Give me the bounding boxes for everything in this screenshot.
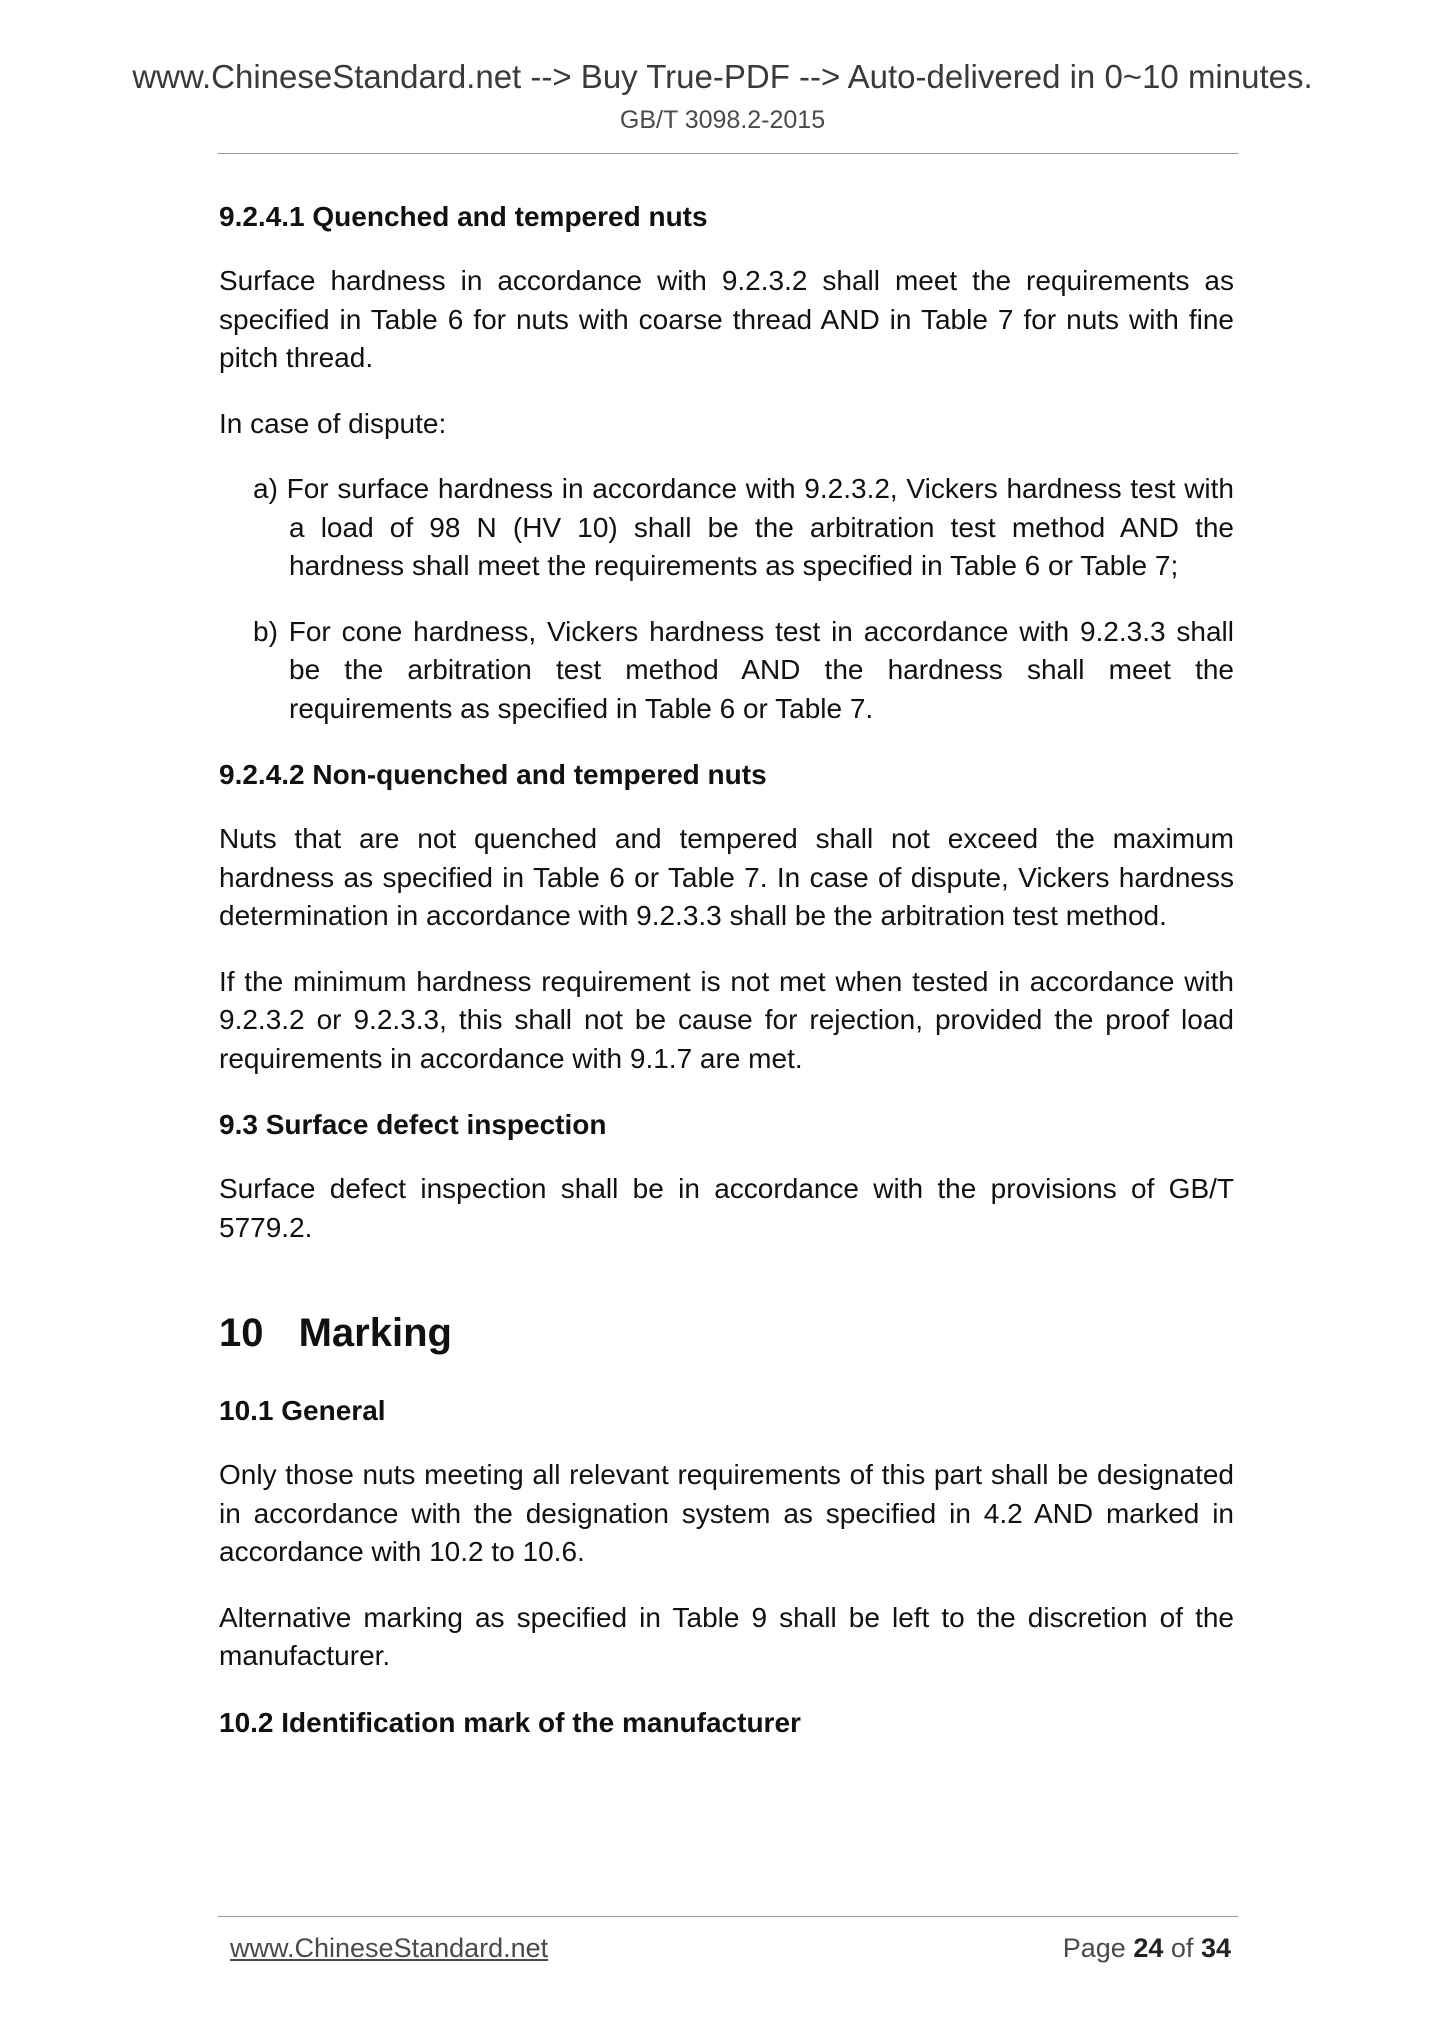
- section-9-2-4-2-paragraph-2: If the minimum hardness requirement is not met when tested in accordance with 9.2.3.2 or 9.2.3.3, this shall not be cause for rejection, provided the proof load requirements in accordance with 9.1.7 are met.: [219, 965, 1234, 1074]
- section-9-2-4-2-paragraph-1: Nuts that are not quenched and tempered shall not exceed the maximum hardness as specified in Table 6 or Table 7. In case of dispute, Vickers hardness determination in accordance with 9.2.3.3 shall be the arbitration test method.: [219, 823, 1234, 931]
- footer-divider: [218, 1916, 1238, 1917]
- section-10-2-heading: 10.2 Identification mark of the manufacturer: [219, 1706, 801, 1738]
- section-10-1-heading: 10.1 General: [219, 1395, 386, 1426]
- section-9-3-heading: 9.3 Surface defect inspection: [219, 1109, 607, 1140]
- current-page: 24: [1133, 1933, 1164, 1963]
- section-9-2-4-1-heading: 9.2.4.1 Quenched and tempered nuts: [219, 201, 708, 232]
- section-9-2-4-1-paragraph-2: In case of dispute:: [219, 407, 447, 439]
- list-item-a: a) For surface hardness in accordance with 9.2.3.2, Vickers hardness test with a load of 98 N (HV 10) shall be the arbitration test method AND the hardness shall meet the requirements as specified in Table 6 or Table 7;: [253, 473, 1234, 581]
- page-of-label: of: [1170, 1933, 1194, 1963]
- header-divider: [218, 153, 1238, 154]
- header-banner: www.ChineseStandard.net --> Buy True-PDF --> Auto-delivered in 0~10 minutes.: [132, 58, 1313, 95]
- footer-site-link[interactable]: www.ChineseStandard.net: [230, 1933, 549, 1963]
- section-9-3-paragraph: Surface defect inspection shall be in accordance with the provisions of GB/T 5779.2.: [219, 1173, 1234, 1243]
- section-10-1-paragraph-1: Only those nuts meeting all relevant requirements of this part shall be designated in accordance with the designation system as specified in 4.2 AND marked in accordance with 10.2 to 10.6.: [219, 1459, 1234, 1567]
- section-10-1-paragraph-2: Alternative marking as specified in Table 9 shall be left to the discretion of the manufacturer.: [219, 1601, 1234, 1671]
- page-label: Page: [1062, 1933, 1126, 1963]
- section-10-heading: 10 Marking: [219, 1311, 452, 1355]
- page-number: [1063, 1933, 1231, 1964]
- standard-id: GB/T 3098.2-2015: [619, 106, 826, 134]
- total-pages: 34: [1200, 1933, 1231, 1963]
- section-9-2-4-1-paragraph-1: Surface hardness in accordance with 9.2.3.2 shall meet the requirements as specified in Table 6 for nuts with coarse thread AND in Table 7 for nuts with fine pitch thread.: [219, 265, 1234, 373]
- list-item-b: b) For cone hardness, Vickers hardness test in accordance with 9.2.3.3 shall be the arbitration test method AND the hardness shall meet the requirements as specified in Table 6 or Table 7.: [253, 615, 1234, 724]
- document-body: [219, 197, 1234, 1768]
- section-9-2-4-2-heading: 9.2.4.2 Non-quenched and tempered nuts: [219, 759, 767, 790]
